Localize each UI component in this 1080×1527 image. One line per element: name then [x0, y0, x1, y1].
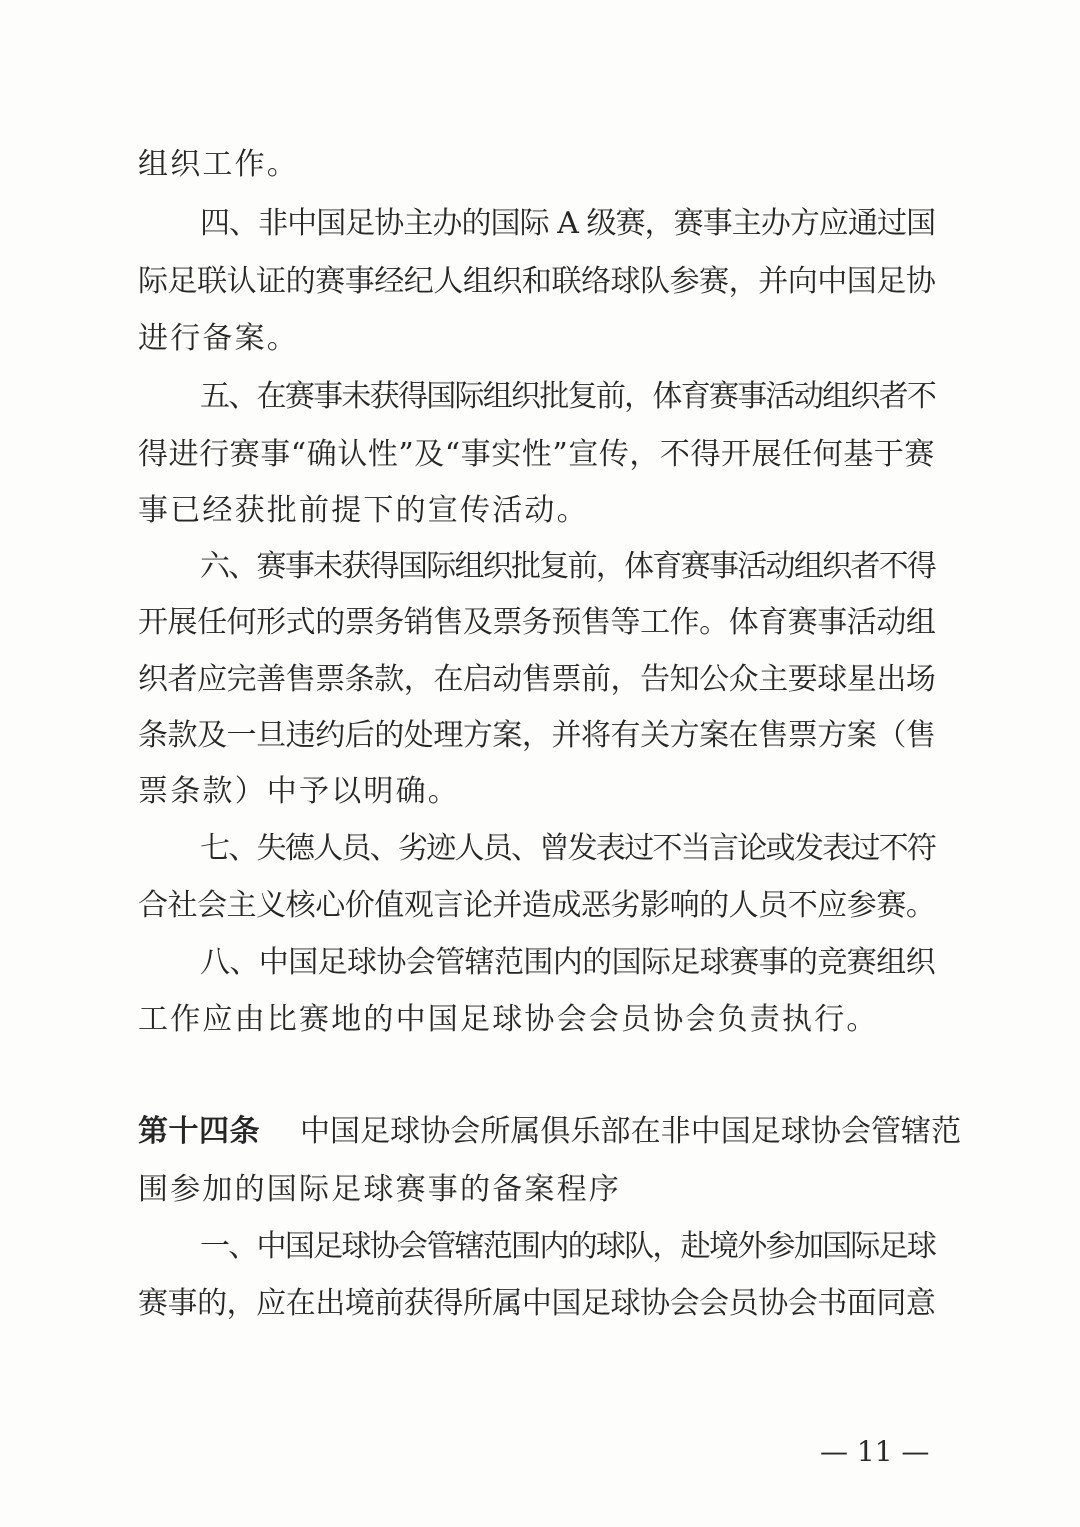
text-line: 赛事的，应在出境前获得所属中国足球协会会员协会书面同意	[138, 1286, 936, 1321]
text-line: 票条款）中予以明确。	[138, 774, 460, 809]
text-line: 工作应由比赛地的中国足球协会会员协会负责执行。	[138, 1002, 879, 1037]
text-line: 八、中国足球协会管辖范围内的国际足球赛事的竞赛组织	[200, 945, 935, 980]
page-number: — 11 —	[820, 1435, 930, 1468]
text-line: 五、在赛事未获得国际组织批复前，体育赛事活动组织者不	[200, 379, 936, 414]
article-number: 第十四条	[138, 1114, 260, 1149]
article-heading	[138, 1112, 961, 1152]
text-line: 条款及一旦违约后的处理方案，并将有关方案在售票方案（售	[138, 718, 936, 753]
text-line: 一、中国足球协会管辖范围内的球队，赴境外参加国际足球	[200, 1229, 936, 1264]
text-line: 进行备案。	[138, 321, 299, 356]
text-line: 合社会主义核心价值观言论并造成恶劣影响的人员不应参赛。	[138, 888, 936, 923]
article-title-continued: 围参加的国际足球赛事的备案程序	[138, 1172, 621, 1207]
text-line: 得进行赛事“确认性”及“事实性”宣传，不得开展任何基于赛	[138, 437, 935, 472]
text-line: 六、赛事未获得国际组织批复前，体育赛事活动组织者不得	[200, 549, 936, 584]
text-line: 开展任何形式的票务销售及票务预售等工作。体育赛事活动组	[138, 605, 936, 640]
text-line: 组织工作。	[138, 147, 299, 182]
article-title: 中国足球协会所属俱乐部在非中国足球协会管辖范	[300, 1114, 962, 1149]
text-line: 事已经获批前提下的宣传活动。	[138, 493, 589, 528]
text-line: 四、非中国足协主办的国际 A 级赛，赛事主办方应通过国	[200, 206, 936, 241]
text-line: 际足联认证的赛事经纪人组织和联络球队参赛，并向中国足协	[138, 264, 936, 299]
text-line: 织者应完善售票条款，在启动售票前，告知公众主要球星出场	[138, 662, 936, 697]
text-line: 七、失德人员、劣迹人员、曾发表过不当言论或发表过不符	[200, 831, 936, 866]
